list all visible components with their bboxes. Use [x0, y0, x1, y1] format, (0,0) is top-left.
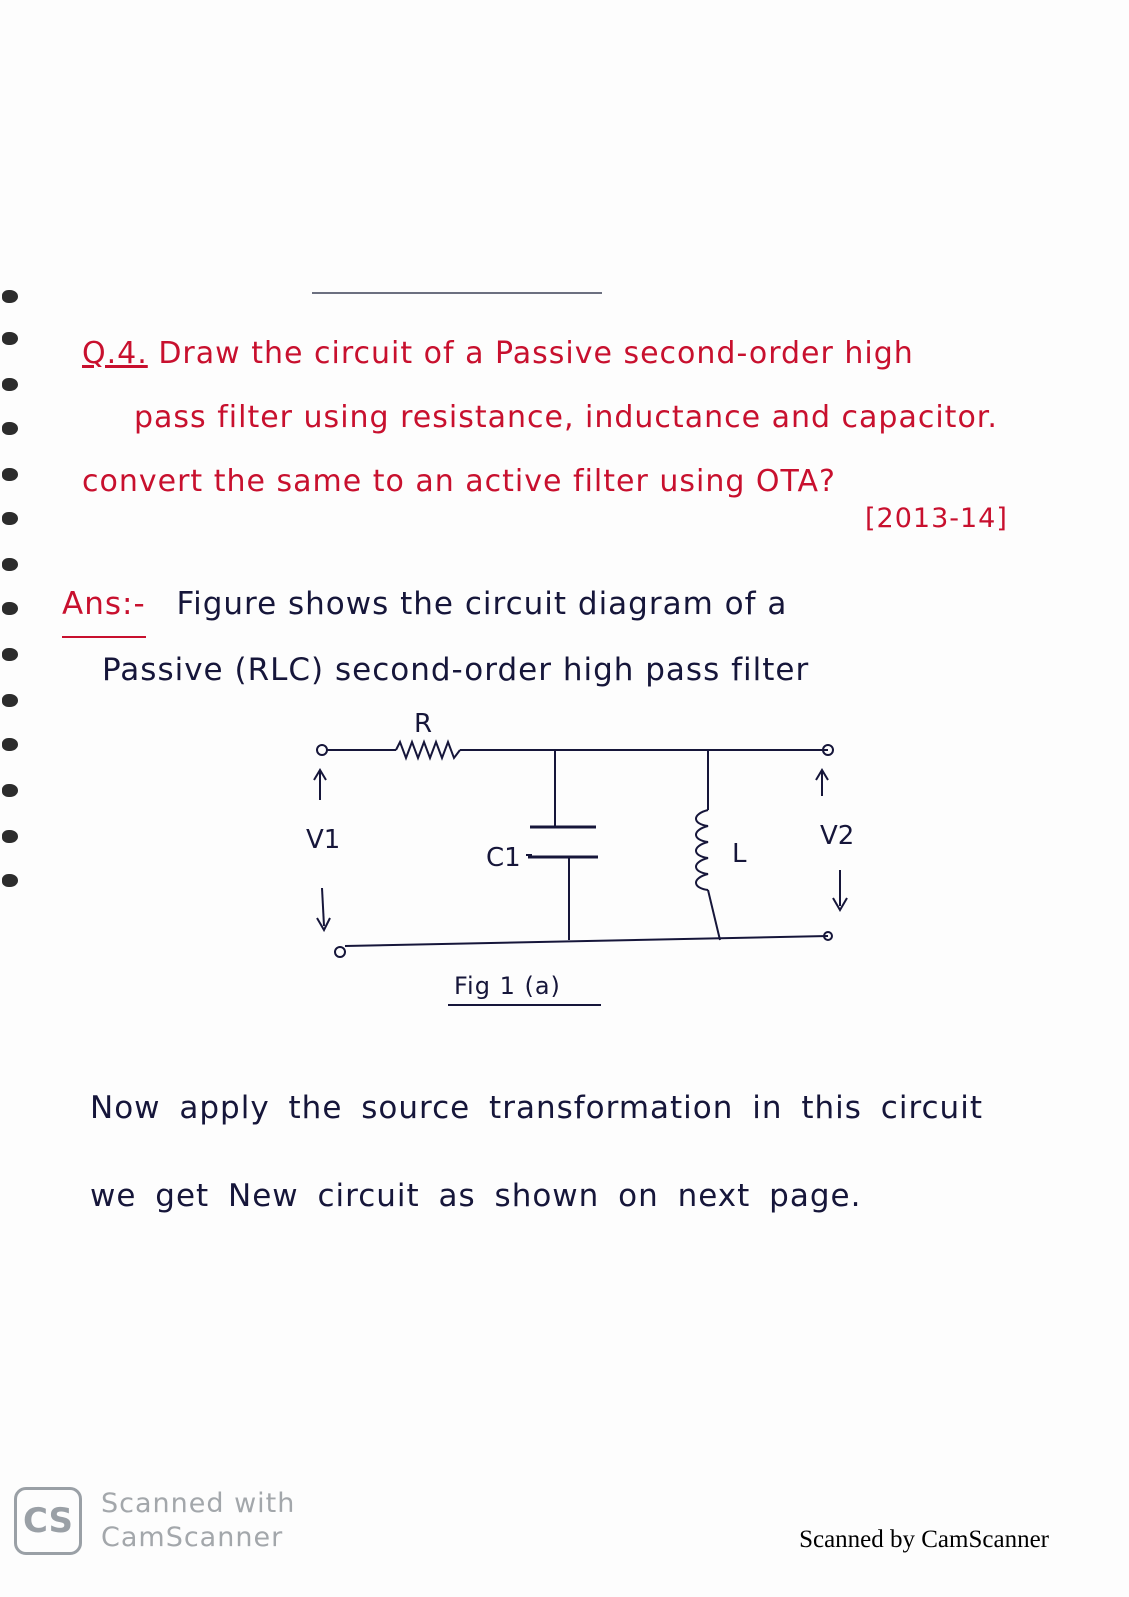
page-top-rule: [312, 292, 602, 294]
resistor-label: R: [414, 709, 433, 739]
body-line-2: we get New circuit as shown on next page.: [90, 1178, 862, 1214]
answer-block: [62, 572, 809, 702]
question-line-1: Draw the circuit of a Passive second-order high: [158, 336, 914, 371]
scanned-by-footer: Scanned by CamScanner: [799, 1526, 1049, 1553]
answer-line-1: Figure shows the circuit diagram of a: [176, 586, 788, 622]
rlc-high-pass-circuit: [300, 700, 860, 990]
resistor-symbol: [396, 742, 460, 758]
input-terminal-top: [317, 745, 327, 755]
output-voltage-label: V2: [820, 821, 855, 851]
question-year: [2013-14]: [865, 503, 1008, 534]
brand-line-2: CamScanner: [101, 1522, 284, 1553]
figure-caption: Fig 1 (a): [448, 972, 601, 1006]
inductor-label: L: [732, 839, 747, 869]
question-line-2: pass filter using resistance, inductance and capacitor.: [134, 400, 998, 435]
camscanner-logo-icon: CS: [14, 1487, 82, 1555]
body-line-1: Now apply the source transformation in this circuit: [90, 1090, 983, 1126]
input-voltage-label: V1: [306, 825, 341, 855]
answer-label: Ans:-: [62, 572, 146, 638]
spiral-binding: [0, 290, 26, 930]
question-line-3: convert the same to an active filter using OTA?: [82, 464, 836, 499]
capacitor-label: C1: [486, 843, 521, 873]
brand-line-1: Scanned with: [101, 1488, 296, 1519]
question-block: [82, 322, 998, 514]
input-terminal-bottom: [335, 947, 345, 957]
inductor-coil: [696, 810, 708, 890]
answer-line-2: Passive (RLC) second-order high pass filter: [102, 652, 810, 688]
question-label: Q.4.: [82, 336, 148, 371]
body-paragraph: [90, 1064, 983, 1240]
camscanner-brand: [101, 1487, 295, 1555]
